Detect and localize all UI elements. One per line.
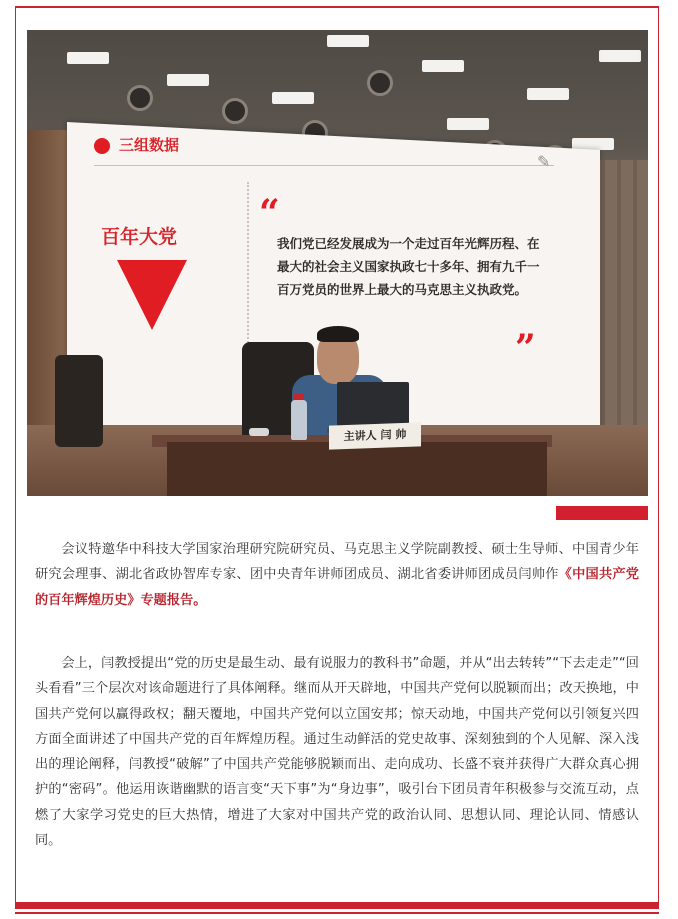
ceiling-light xyxy=(67,52,109,64)
ceiling-light xyxy=(599,50,641,62)
water-bottle xyxy=(291,400,307,440)
footer-red-bar xyxy=(15,902,659,909)
ceiling-light xyxy=(167,74,209,86)
paragraph-lecture-summary: 会上，闫教授提出“党的历史是最生动、最有说服力的教科书”命题，并从“出去转转”“下去走走”“回头看看”三个层次对该命题进行了具体阐释。继而从开天辟地，中国共产党何以脱颖而出；改天换地，中国共产党何以赢得政权；翻天覆地，中国共产党何以立国安邦；惊天动地，中国共产党何以引领复兴四方面全面讲述了中国共产党的百年辉煌历程。通过生动鲜活的党史故事、深刻独到的个人见解、深入浅出的理论阐释，闫教授“破解”了中国共产党能够脱颖而出、走向成功、长盛不衰并获得广大群众真心拥护的“密码”。他运用诙谐幽默的语言变“天下事”为“身边事”，吸引台下团员青年积极参与交流互动，点燃了大家学习党史的巨大热情，增进了大家对中国共产党的政治认同、思想认同、理论认同、情感认同。 xyxy=(35,656,639,849)
speaker-hair xyxy=(317,326,359,342)
open-quote-icon: “ xyxy=(259,192,280,234)
paragraph-intro-text: 会议特邀华中科技大学国家治理研究院研究员、马克思主义学院副教授、硕士生导师、中国青少年研究会理事、湖北省政协智库专家、团中央青年讲师团成员、湖北省委讲师团成员闫帅作 xyxy=(35,542,639,583)
slide-divider xyxy=(94,165,554,166)
frame-top-line xyxy=(15,6,659,8)
ceiling-spotlight xyxy=(127,85,153,111)
desk xyxy=(167,442,547,496)
ceiling-spotlight xyxy=(222,98,248,124)
paragraph-intro xyxy=(35,537,639,613)
lecture-photo xyxy=(27,30,648,496)
pencil-icon: ✎ xyxy=(537,152,551,171)
close-quote-icon: ” xyxy=(515,327,536,369)
ceiling-spotlight xyxy=(367,70,393,96)
slide-quote-text: 我们党已经发展成为一个走过百年光辉历程、在最大的社会主义国家执政七十多年、拥有九千一百万党员的世界上最大的马克思主义执政党。 xyxy=(277,236,540,297)
ceiling-light xyxy=(422,60,464,72)
speaker-nameplate: 主讲人 闫 帅 xyxy=(329,422,421,449)
ceiling-light xyxy=(327,35,369,47)
slide-bullet-dot xyxy=(94,138,110,154)
report-title-highlight: 《中国共产党的百年辉煌历史》专题报告。 xyxy=(35,567,639,608)
red-triangle-icon xyxy=(117,260,187,330)
footer-red-line xyxy=(15,912,659,914)
red-caption-bar xyxy=(556,506,648,520)
ceiling-light xyxy=(527,88,569,100)
slide-left-title: 百年大党 xyxy=(101,226,178,248)
chair xyxy=(55,355,103,447)
ceiling-light xyxy=(272,92,314,104)
microphone xyxy=(249,428,269,436)
slide-header: 三组数据 xyxy=(119,136,180,154)
